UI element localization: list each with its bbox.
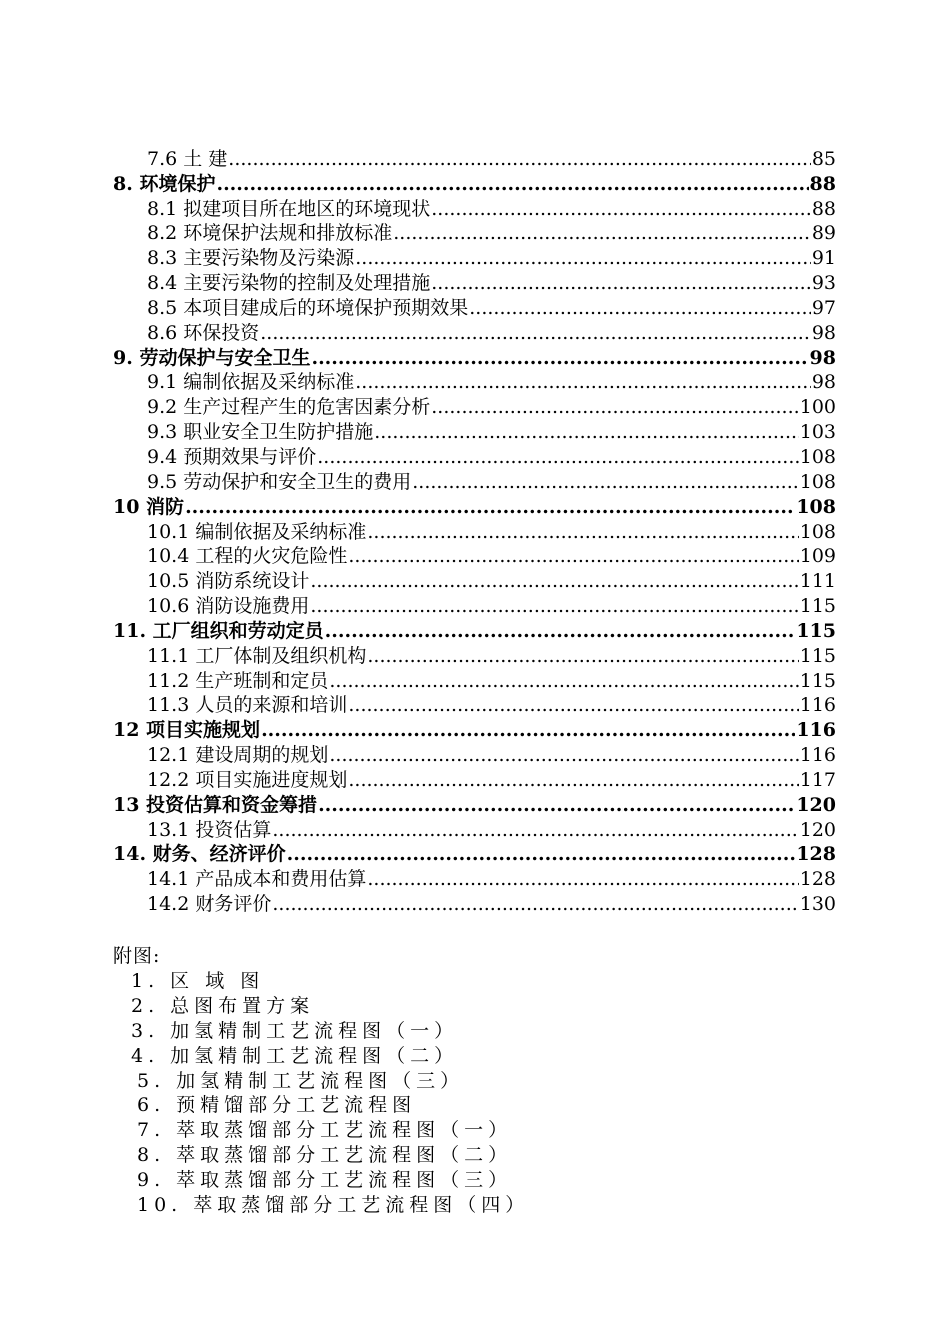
toc-section-entry[interactable] bbox=[113, 568, 836, 593]
toc-section-entry[interactable] bbox=[113, 295, 836, 320]
figure-list-item: 2. 总图布置方案 bbox=[131, 994, 315, 1017]
toc-section-entry[interactable] bbox=[113, 245, 836, 270]
toc-page-number: 100 bbox=[799, 396, 836, 419]
toc-entry-title: 9.1 编制依据及采纳标准 bbox=[147, 371, 355, 394]
toc-page-number: 98 bbox=[811, 321, 836, 344]
toc-dot-leader bbox=[325, 619, 796, 643]
toc-page-number: 115 bbox=[796, 619, 836, 642]
toc-dot-leader bbox=[412, 470, 798, 494]
toc-page-number: 120 bbox=[796, 793, 836, 816]
toc-page-number: 111 bbox=[799, 570, 836, 593]
toc-entry-title: 9.3 职业安全卫生防护措施 bbox=[147, 421, 374, 444]
toc-chapter-entry[interactable] bbox=[113, 494, 836, 519]
figures-heading: 附图: bbox=[113, 945, 161, 967]
toc-page-number: 128 bbox=[796, 843, 836, 866]
toc-entry-title: 11.1 工厂体制及组织机构 bbox=[147, 644, 367, 667]
toc-section-entry[interactable] bbox=[113, 444, 836, 469]
toc-dot-leader bbox=[318, 793, 795, 817]
toc-dot-leader bbox=[469, 296, 811, 320]
toc-entry-title: 8.2 环境保护法规和排放标准 bbox=[147, 222, 393, 245]
toc-entry-title: 8.6 环保投资 bbox=[147, 321, 260, 344]
toc-section-entry[interactable] bbox=[113, 693, 836, 718]
figure-list-item: 1. 区 域 图 bbox=[131, 970, 265, 992]
toc-section-entry[interactable] bbox=[113, 643, 836, 668]
toc-dot-leader bbox=[216, 172, 808, 196]
toc-page-number: 116 bbox=[799, 744, 836, 767]
toc-entry-title: 14. 财务、经济评价 bbox=[113, 843, 286, 866]
toc-page-number: 88 bbox=[811, 197, 836, 220]
figures-list bbox=[113, 969, 529, 1218]
toc-section-entry[interactable] bbox=[113, 544, 836, 569]
toc-dot-leader bbox=[431, 197, 811, 221]
toc-page-number: 115 bbox=[799, 669, 836, 692]
toc-page-number: 91 bbox=[811, 247, 836, 270]
toc-section-entry[interactable] bbox=[113, 146, 836, 171]
toc-entry-title: 12.2 项目实施进度规划 bbox=[147, 768, 348, 791]
toc-dot-leader bbox=[393, 221, 811, 245]
toc-dot-leader bbox=[228, 147, 811, 171]
toc-page-number: 115 bbox=[799, 644, 836, 667]
toc-page-number: 88 bbox=[809, 172, 836, 195]
toc-entry-title: 10.4 工程的火灾危险性 bbox=[147, 545, 348, 568]
toc-section-entry[interactable] bbox=[113, 221, 836, 246]
toc-page-number: 108 bbox=[796, 495, 836, 518]
figure-list-item: 8. 萃取蒸馏部分工艺流程图（二） bbox=[137, 1144, 513, 1167]
toc-dot-leader bbox=[185, 495, 795, 519]
toc-section-entry[interactable] bbox=[113, 270, 836, 295]
toc-chapter-entry[interactable] bbox=[113, 171, 836, 196]
toc-dot-leader bbox=[367, 644, 798, 668]
toc-section-entry[interactable] bbox=[113, 593, 836, 618]
toc-dot-leader bbox=[260, 321, 811, 345]
toc-dot-leader bbox=[431, 271, 811, 295]
toc-section-entry[interactable] bbox=[113, 767, 836, 792]
toc-entry-title: 9.5 劳动保护和安全卫生的费用 bbox=[147, 470, 412, 493]
toc-chapter-entry[interactable] bbox=[113, 792, 836, 817]
toc-entry-title: 11. 工厂组织和劳动定员 bbox=[113, 619, 324, 642]
toc-entry-title: 11.3 人员的来源和培训 bbox=[147, 694, 348, 717]
toc-section-entry[interactable] bbox=[113, 419, 836, 444]
toc-dot-leader bbox=[272, 818, 798, 842]
toc-dot-leader bbox=[310, 569, 798, 593]
toc-section-entry[interactable] bbox=[113, 519, 836, 544]
toc-dot-leader bbox=[431, 395, 798, 419]
toc-page-number: 97 bbox=[811, 296, 836, 319]
toc-dot-leader bbox=[329, 669, 798, 693]
toc-section-entry[interactable] bbox=[113, 394, 836, 419]
toc-chapter-entry[interactable] bbox=[113, 345, 836, 370]
toc-entry-title: 9.2 生产过程产生的危害因素分析 bbox=[147, 396, 431, 419]
toc-page-number: 103 bbox=[799, 421, 836, 444]
toc-dot-leader bbox=[374, 420, 798, 444]
toc-entry-title: 7.6 土 建 bbox=[147, 147, 228, 170]
figure-list-item: 7. 萃取蒸馏部分工艺流程图（一） bbox=[137, 1119, 513, 1142]
toc-page-number: 109 bbox=[799, 545, 836, 568]
toc-dot-leader bbox=[367, 520, 798, 544]
toc-dot-leader bbox=[348, 768, 798, 792]
figure-list-item: 6. 预精馏部分工艺流程图 bbox=[137, 1094, 417, 1117]
toc-section-entry[interactable] bbox=[113, 891, 836, 916]
toc-entry-title: 10.5 消防系统设计 bbox=[147, 570, 310, 593]
toc-entry-title: 8. 环境保护 bbox=[113, 172, 216, 195]
toc-chapter-entry[interactable] bbox=[113, 717, 836, 742]
toc-section-entry[interactable] bbox=[113, 370, 836, 395]
toc-page-number: 116 bbox=[799, 694, 836, 717]
toc-dot-leader bbox=[310, 594, 798, 618]
toc-section-entry[interactable] bbox=[113, 742, 836, 767]
figure-list-item: 5. 加氢精制工艺流程图（三） bbox=[137, 1069, 465, 1092]
toc-dot-leader bbox=[287, 842, 796, 866]
toc-page-number: 128 bbox=[799, 868, 836, 891]
toc-dot-leader bbox=[355, 246, 811, 270]
figure-list-item: 10. 萃取蒸馏部分工艺流程图（四） bbox=[137, 1194, 530, 1217]
toc-entry-title: 14.1 产品成本和费用估算 bbox=[147, 868, 367, 891]
toc-entry-title: 10.1 编制依据及采纳标准 bbox=[147, 520, 367, 543]
toc-section-entry[interactable] bbox=[113, 817, 836, 842]
figure-list-item: 9. 萃取蒸馏部分工艺流程图（三） bbox=[137, 1169, 513, 1192]
toc-page-number: 108 bbox=[799, 470, 836, 493]
toc-dot-leader bbox=[348, 544, 798, 568]
toc-section-entry[interactable] bbox=[113, 469, 836, 494]
toc-entry-title: 12.1 建设周期的规划 bbox=[147, 744, 329, 767]
toc-page-number: 108 bbox=[799, 445, 836, 468]
toc-page-number: 120 bbox=[799, 818, 836, 841]
toc-dot-leader bbox=[272, 892, 798, 916]
toc-page-number: 117 bbox=[799, 768, 836, 791]
toc-page-number: 98 bbox=[811, 371, 836, 394]
toc-page-number: 89 bbox=[811, 222, 836, 245]
table-of-contents bbox=[113, 146, 836, 916]
toc-entry-title: 13.1 投资估算 bbox=[147, 818, 272, 841]
toc-section-entry[interactable] bbox=[113, 196, 836, 221]
toc-dot-leader bbox=[367, 867, 798, 891]
figure-list-item: 4. 加氢精制工艺流程图（二） bbox=[131, 1044, 459, 1067]
toc-chapter-entry[interactable] bbox=[113, 618, 836, 643]
toc-section-entry[interactable] bbox=[113, 668, 836, 693]
toc-page-number: 130 bbox=[799, 893, 836, 916]
toc-entry-title: 8.4 主要污染物的控制及处理措施 bbox=[147, 272, 431, 295]
toc-entry-title: 10.6 消防设施费用 bbox=[147, 595, 310, 618]
toc-chapter-entry[interactable] bbox=[113, 842, 836, 867]
toc-dot-leader bbox=[317, 445, 798, 469]
toc-entry-title: 8.3 主要污染物及污染源 bbox=[147, 247, 355, 270]
toc-entry-title: 14.2 财务评价 bbox=[147, 893, 272, 916]
toc-page-number: 116 bbox=[796, 719, 836, 742]
toc-dot-leader bbox=[311, 346, 808, 370]
toc-dot-leader bbox=[348, 693, 798, 717]
toc-page-number: 85 bbox=[811, 147, 836, 170]
toc-section-entry[interactable] bbox=[113, 866, 836, 891]
toc-entry-title: 8.1 拟建项目所在地区的环境现状 bbox=[147, 197, 431, 220]
toc-page-number: 93 bbox=[811, 272, 836, 295]
toc-dot-leader bbox=[355, 370, 811, 394]
toc-entry-title: 13 投资估算和资金筹措 bbox=[113, 793, 318, 816]
toc-entry-title: 9. 劳动保护与安全卫生 bbox=[113, 346, 311, 369]
toc-entry-title: 9.4 预期效果与评价 bbox=[147, 445, 317, 468]
toc-dot-leader bbox=[329, 743, 798, 767]
figure-list-item: 3. 加氢精制工艺流程图（一） bbox=[131, 1019, 459, 1042]
toc-section-entry[interactable] bbox=[113, 320, 836, 345]
toc-dot-leader bbox=[261, 718, 795, 742]
toc-page-number: 98 bbox=[809, 346, 836, 369]
toc-page-number: 108 bbox=[799, 520, 836, 543]
toc-page-number: 115 bbox=[799, 595, 836, 618]
toc-entry-title: 11.2 生产班制和定员 bbox=[147, 669, 329, 692]
toc-entry-title: 10 消防 bbox=[113, 495, 185, 518]
toc-entry-title: 12 项目实施规划 bbox=[113, 719, 261, 742]
toc-entry-title: 8.5 本项目建成后的环境保护预期效果 bbox=[147, 296, 469, 319]
